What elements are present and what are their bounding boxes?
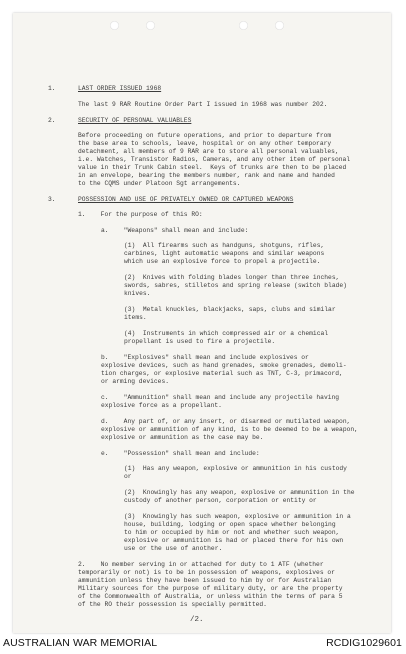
section-number: 2.: [48, 117, 56, 124]
section-body-line: in an envelope, bearing the members number, rank and name and handed: [78, 172, 335, 179]
section-body-line: Before proceeding on future operations, and prior to departure from: [78, 132, 332, 139]
section-body-line: i.e. Watches, Transistor Radios, Cameras, and any other item of personal: [78, 156, 351, 163]
item-line: house, building, lodging or open space whether belonging: [124, 521, 336, 528]
subparagraph-line: b. "Explosives" shall mean and include explosives or: [101, 354, 309, 361]
item-line: (2) Knowingly has any weapon, explosive or ammunition in the: [124, 489, 355, 496]
section-body-line: to the CQMS under Platoon Sgt arrangements.: [78, 180, 241, 187]
paragraph-line: of the Commonwealth of Australia, or unless within the terms of para 5: [78, 593, 343, 600]
item-line: (2) Knives with folding blades longer than three inches,: [124, 274, 340, 281]
subparagraph-heading: e. "Possession" shall mean and include:: [101, 450, 260, 457]
item-line: (3) Knowingly has such weapon, explosive or ammunition in a: [124, 513, 351, 520]
item-line: items.: [124, 314, 147, 321]
punch-hole: [110, 21, 119, 30]
paragraph-line: ammunition unless they have been issued to him by or for Australian: [78, 577, 332, 584]
section-body-line: detachment, all members of 9 RAR are to store all personal valuables,: [78, 148, 339, 155]
item-line: (1) All firearms such as handguns, shotguns, rifles,: [124, 242, 325, 249]
section-title: LAST ORDER ISSUED 1968: [78, 85, 162, 92]
paragraph-line: of the RO their possession is specially permitted.: [78, 601, 267, 608]
subparagraph-line: c. "Ammunition" shall mean and include any projectile having: [101, 394, 340, 401]
paragraph-intro: 1. For the purpose of this RO:: [78, 211, 203, 218]
subparagraph-line: explosive force as a propellant.: [101, 402, 222, 409]
page-continuation-mark: /2.: [190, 616, 204, 624]
item-line: carbines, light automatic weapons and similar weapons: [124, 250, 325, 257]
archive-reference: RCDIG1029601: [326, 637, 402, 649]
item-line: (3) Metal knuckles, blackjacks, saps, clubs and similar: [124, 306, 336, 313]
section-number: 1.: [48, 85, 56, 92]
archive-credit: AUSTRALIAN WAR MEMORIAL: [3, 637, 158, 649]
paragraph-line: temporarily or not) is to be in possession of weapons, explosives or: [78, 569, 335, 576]
item-line: custody of another person, corporation or entity or: [124, 497, 317, 504]
item-line: swords, sabres, stilletos and spring release (switch blade): [124, 282, 347, 289]
section-body: The last 9 RAR Routine Order Part I issued in 1968 was number 202.: [78, 101, 328, 108]
paragraph-line: 2. No member serving in or attached for duty to 1 ATF (whether: [78, 561, 324, 568]
document-page: [13, 13, 391, 633]
subparagraph-line: explosive or ammunition of any kind, is to be deemed to be a weapon,: [101, 426, 358, 433]
punch-hole: [146, 21, 155, 30]
subparagraph-line: explosive devices, such as hand grenades, smoke grenades, demoli-: [101, 362, 347, 369]
item-line: (1) Has any weapon, explosive or ammunition in his custody: [124, 465, 347, 472]
item-line: or: [124, 473, 132, 480]
punch-hole: [239, 21, 248, 30]
section-title: SECURITY OF PERSONAL VALUABLES: [78, 117, 192, 124]
section-number: 3.: [48, 196, 56, 203]
subparagraph-heading: a. "Weapons" shall mean and include:: [101, 227, 249, 234]
item-line: (4) Instruments in which compressed air or a chemical: [124, 330, 329, 337]
item-line: knives.: [124, 290, 151, 297]
subparagraph-line: d. Any part of, or any insert, or disarmed or mutilated weapon,: [101, 418, 351, 425]
paragraph-line: Military sources for the purpose of military duty, or are the property: [78, 585, 343, 592]
section-body-line: value in their Trunk Cabin steel. Keys of trunks are then to be placed: [78, 164, 347, 171]
item-line: to him or occupied by him or not and whether such weapon,: [124, 529, 340, 536]
item-line: propellant is used to fire a projectile.: [124, 338, 276, 345]
punch-hole: [275, 21, 284, 30]
section-title: POSSESSION AND USE OF PRIVATELY OWNED OR CAPTURED WEAPONS: [78, 196, 294, 203]
item-line: which use an explosive force to propel a projectile.: [124, 258, 321, 265]
item-line: use or the use of another.: [124, 545, 223, 552]
subparagraph-line: tion charges, or explosive material such as TNT, C-3, primacord,: [101, 370, 343, 377]
item-line: explosive or ammunition is had or placed there for his own: [124, 537, 344, 544]
subparagraph-line: explosive or ammunition as the case may be.: [101, 434, 264, 441]
section-body-line: the base area to schools, leave, hospital or on any other temporary: [78, 140, 332, 147]
subparagraph-line: or arming devices.: [101, 378, 170, 385]
